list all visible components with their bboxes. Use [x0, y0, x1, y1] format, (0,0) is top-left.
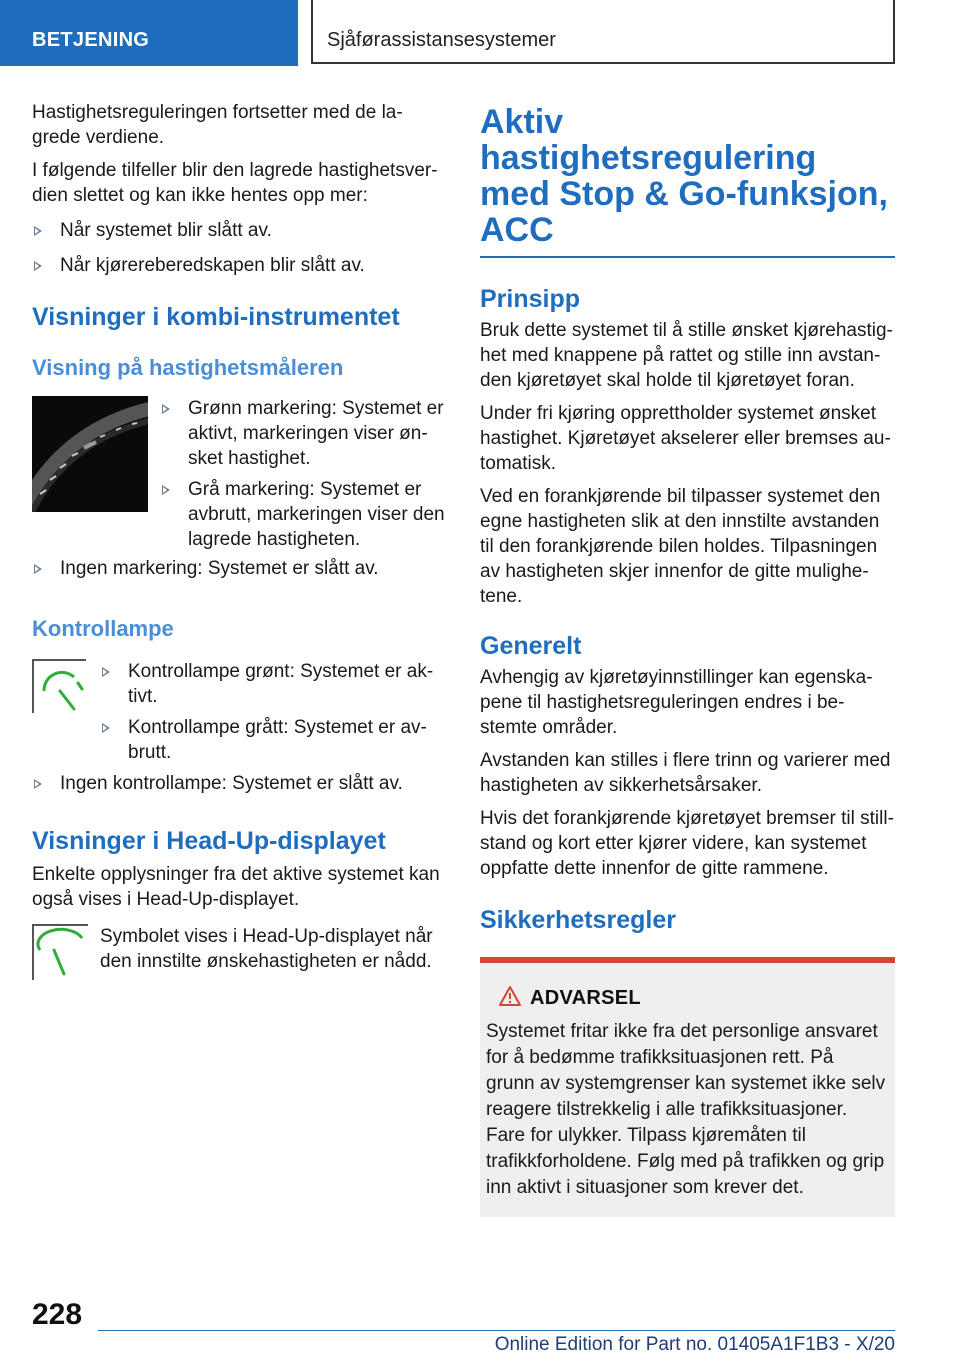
bullet-triangle-icon — [34, 226, 42, 236]
bullet-triangle-icon — [34, 779, 42, 789]
warning-header — [486, 983, 887, 1013]
bullet-triangle-icon — [162, 485, 170, 495]
warning-triangle-icon — [498, 985, 522, 1012]
list-item-text: Kontrollampe grått: Systemet er avbrutt. — [128, 717, 427, 763]
hud-symbol-text: Symbolet vises i Head-Up-displayet når den innstilte ønskehastigheten er nådd. — [100, 926, 433, 972]
list-item — [100, 659, 446, 709]
heading-safety-rules: Sikkerhetsregler — [480, 906, 676, 934]
list-item — [32, 556, 444, 581]
list-item-text: Grå markering: Systemet er avbrutt, markeringen viser den lagrede hastigheten. — [188, 479, 445, 550]
hud-figure-row — [32, 924, 444, 984]
footer-divider — [98, 1330, 895, 1331]
list-item — [160, 396, 448, 471]
general-paragraph: Hvis det forankjørende kjøretøyet bremser til stillstand og kort etter kjører videre, kan systemet oppfatte dette innenfor de gitte rammene. — [480, 808, 894, 879]
list-item-text: Grønn markering: Systemet er aktivt, markeringen viser ønsket hastighet. — [188, 398, 444, 469]
heading-indicator-lamp: Kontrollampe — [32, 616, 174, 641]
indicator-lamp-figure-row — [32, 659, 444, 765]
intro-paragraph-1: Hastighetsreguleringen fortsetter med de lagrede verdiene. — [32, 102, 403, 148]
bullet-triangle-icon — [34, 261, 42, 271]
list-item-text: Når systemet blir slått av. — [60, 220, 272, 241]
list-item — [32, 771, 444, 796]
left-column — [32, 100, 444, 984]
heading-principle: Prinsipp — [480, 285, 581, 313]
heading-kombi-instrument: Visninger i kombi-instrumentet — [32, 303, 400, 331]
general-paragraph: Avstanden kan stilles i flere trinn og varierer med hastigheten av sikkerhetsårsaker. — [480, 750, 891, 796]
page-header — [0, 0, 960, 66]
general-paragraph: Avhengig av kjøretøyinnstillinger kan egenskapene til hastighetsreguleringen endres i bestemte områder. — [480, 667, 873, 738]
title-divider — [480, 256, 895, 258]
footer-edition: Online Edition for Part no. 01405A1F1B3 - X/20 — [494, 1334, 895, 1355]
intro-paragraph-2: I følgende tilfeller blir den lagrede hastighetsverdien slettet og kan ikke hentes opp mer: — [32, 160, 438, 206]
principle-paragraph: Under fri kjøring opprettholder systemet ønsket hastighet. Kjøretøyet akselerer eller bremses automatisk. — [480, 403, 891, 474]
bullet-triangle-icon — [162, 404, 170, 414]
list-item — [100, 715, 446, 765]
section-tab: BETJENING — [0, 0, 298, 66]
speedometer-image — [32, 396, 148, 512]
warning-text: Systemet fritar ikke fra det personlige ansvaret for å bedømme trafikksituasjonen rett. På grunn av systemgrenser kan systemet ikke selv reagere tilstrekkelig i alle trafikksituasjoner. Fare for ulykker. Tilpass kjøremåten til trafikkforholdene. Følg med på trafikken og grip inn aktivt i situasjoner som krever det. — [486, 1021, 886, 1198]
warning-title: ADVARSEL — [530, 987, 641, 1009]
bullet-triangle-icon — [34, 564, 42, 574]
chapter-title: Aktiv hastighetsregulering med Stop & Go-funksjon, ACC — [480, 103, 888, 249]
hud-cruise-control-icon — [34, 926, 90, 982]
list-item — [32, 253, 444, 278]
indicator-lamp-image — [32, 659, 86, 713]
cruise-control-green-icon — [34, 661, 88, 715]
list-item — [32, 218, 444, 243]
hud-paragraph: Enkelte opplysninger fra det aktive systemet kan også vises i Head-Up-displayet. — [32, 864, 440, 910]
heading-speedometer-display: Visning på hastighetsmåleren — [32, 355, 344, 380]
speedometer-bullets — [160, 396, 448, 560]
list-item-text: Kontrollampe grønt: Systemet er aktivt. — [128, 661, 434, 707]
list-item-text: Når kjørereberedskapen blir slått av. — [60, 255, 365, 276]
chapter-tab: Sjåførassistansesystemer — [311, 0, 895, 64]
principle-paragraph: Ved en forankjørende bil tilpasser systemet den egne hastigheten slik at den innstilte avstanden til den forankjørende bilen holdes. Tilpasningen av hastigheten skjer innenfor de gitte mulighetene. — [480, 486, 881, 607]
principle-paragraph: Bruk dette systemet til å stille ønsket kjørehastighet med knappene på rattet og stille inn avstanden kjøretøyet skal holde til kjøretøyet foran. — [480, 320, 893, 391]
speedometer-figure-row — [32, 396, 445, 550]
hud-symbol-image — [32, 924, 88, 980]
bullet-triangle-icon — [102, 723, 110, 733]
heading-general: Generelt — [480, 632, 582, 660]
right-column — [480, 104, 895, 1217]
warning-box — [480, 957, 895, 1217]
indicator-lamp-bullets — [100, 659, 446, 773]
bullet-triangle-icon — [102, 667, 110, 677]
list-item — [160, 477, 448, 552]
list-item-text: Ingen kontrollampe: Systemet er slått av. — [60, 773, 403, 794]
speedometer-gauge-icon — [32, 396, 148, 512]
page-number: 228 — [32, 1298, 83, 1331]
list-item-text: Ingen markering: Systemet er slått av. — [60, 558, 379, 579]
heading-head-up-display: Visninger i Head-Up-displayet — [32, 827, 386, 855]
